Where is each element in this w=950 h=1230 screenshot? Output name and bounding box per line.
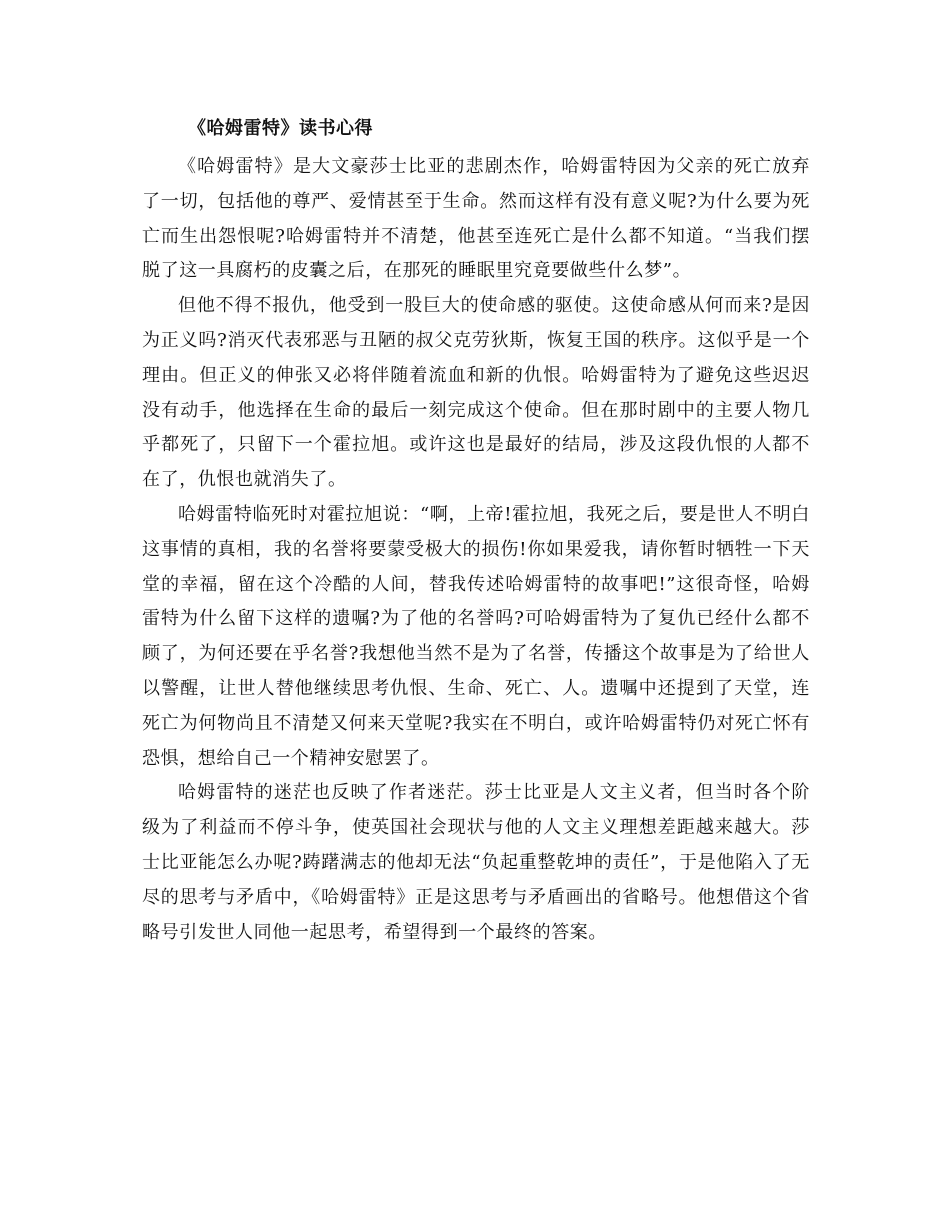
paragraph-1: 《哈姆雷特》是大文豪莎士比亚的悲剧杰作，哈姆雷特因为父亲的死亡放弃了一切，包括他的尊严、爱情甚至于生命。然而这样有没有意义呢?为什么要为死亡而生出怨恨呢?哈姆雷特并不清楚，他甚至连死亡是什么都不知道。“当我们摆脱了这一具腐朽的皮囊之后，在那死的睡眠里究竟要做些什么梦”。	[142, 156, 810, 282]
document-body	[142, 150, 810, 950]
paragraph-4: 哈姆雷特的迷茫也反映了作者迷茫。莎士比亚是人文主义者，但当时各个阶级为了利益而不停斗争，使英国社会现状与他的人文主义理想差距越来越大。莎士比亚能怎么办呢?踌躇满志的他却无法“负起重整乾坤的责任”，于是他陷入了无尽的思考与矛盾中，《哈姆雷特》正是这思考与矛盾画出的省略号。他想借这个省略号引发世人同他一起思考，希望得到一个最终的答案。	[142, 782, 810, 943]
paragraph-2: 但他不得不报仇，他受到一股巨大的使命感的驱使。这使命感从何而来?是因为正义吗?消灭代表邪恶与丑陋的叔父克劳狄斯，恢复王国的秩序。这似乎是一个理由。但正义的伸张又必将伴随着流血和新的仇恨。哈姆雷特为了避免这些迟迟没有动手，他选择在生命的最后一刻完成这个使命。但在那时剧中的主要人物几乎都死了，只留下一个霍拉旭。或许这也是最好的结局，涉及这段仇恨的人都不在了，仇恨也就消失了。	[142, 295, 810, 491]
document-title: 《哈姆雷特》读书心得	[188, 118, 373, 139]
paragraph-3: 哈姆雷特临死时对霍拉旭说：“啊，上帝!霍拉旭，我死之后，要是世人不明白这事情的真相，我的名誉将要蒙受极大的损伤!你如果爱我，请你暂时牺牲一下天堂的幸福，留在这个冷酷的人间，替我传述哈姆雷特的故事吧!”这很奇怪，哈姆雷特为什么留下这样的遗嘱?为了他的名誉吗?可哈姆雷特为了复仇已经什么都不顾了，为何还要在乎名誉?我想他当然不是为了名誉，传播这个故事是为了给世人以警醒，让世人替他继续思考仇恨、生命、死亡、人。遗嘱中还提到了天堂，连死亡为何物尚且不清楚又何来天堂呢?我实在不明白，或许哈姆雷特仍对死亡怀有恐惧，想给自己一个精神安慰罢了。	[142, 503, 810, 769]
